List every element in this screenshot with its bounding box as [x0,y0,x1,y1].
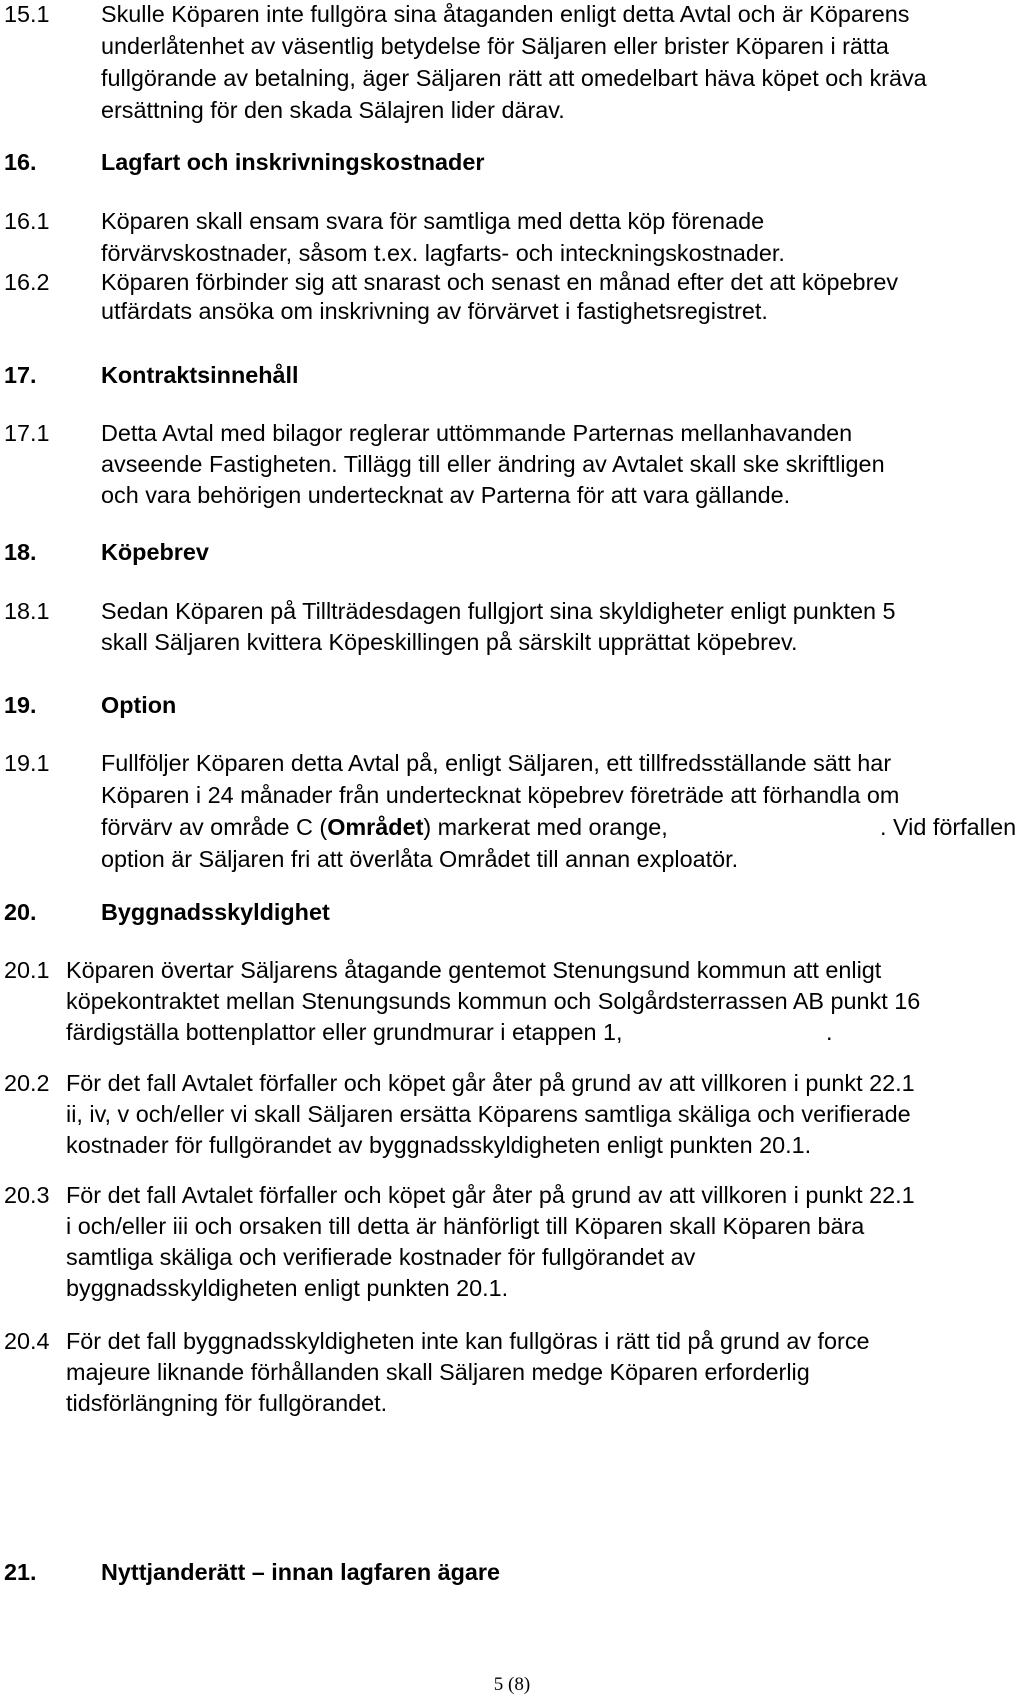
clause-text: köpekontraktet mellan Stenungsunds kommun och Solgårdsterrassen AB punkt 16 [66,988,921,1014]
clause-text: och vara behörigen undertecknat av Parterna för att vara gällande. [101,482,791,508]
clause-text: Köparen förbinder sig att snarast och senast en månad efter det att köpebrev [101,269,899,295]
section-title: Option [101,692,177,718]
defined-term: Området [327,814,424,840]
section-title: Nyttjanderätt – innan lagfaren ägare [101,1559,501,1585]
section-number: 18. [4,539,37,565]
clause-text: förvärvskostnader, såsom t.ex. lagfarts- och inteckningskostnader. [101,240,785,266]
clause-text: underlåtenhet av väsentlig betydelse för Säljaren eller brister Köparen i rätta [101,33,889,59]
clause-text: För det fall Avtalet förfaller och köpet går åter på grund av att villkoren i punkt 22.1 [66,1070,915,1096]
section-number: 17. [4,362,37,388]
clause-text-part: färdigställa bottenplattor eller grundmurar i etappen 1, [66,1019,623,1045]
clause-text-part: förvärv av område C ( [101,814,328,840]
clause-text: För det fall byggnadsskyldigheten inte kan fullgöras i rätt tid på grund av force [66,1328,870,1354]
clause-text-tail: . Vid förfallen [880,814,1017,840]
clause-text [66,1018,623,1046]
clause-text: Köparen i 24 månader från undertecknat köpebrev företräde att förhandla om [101,782,900,808]
section-title: Byggnadsskyldighet [101,899,330,925]
clause-number: 20.3 [4,1182,50,1208]
clause-text: tidsförlängning för fullgörandet. [66,1390,388,1416]
section-title: Kontraktsinnehåll [101,362,299,388]
section-number: 21. [4,1559,37,1585]
clause-text: Detta Avtal med bilagor reglerar uttömmande Parternas mellanhavanden [101,420,853,446]
clause-text: Köparen övertar Säljarens åtagande gentemot Stenungsund kommun att enligt [66,957,882,983]
clause-text-tail: . [826,1019,833,1045]
clause-text: kostnader för fullgörandet av byggnadsskyldigheten enligt punkten 20.1. [66,1132,812,1158]
clause-number: 16.2 [4,269,50,295]
section-number: 16. [4,149,37,175]
clause-text: ersättning för den skada Sälajren lider därav. [101,97,565,123]
clause-text: ii, iv, v och/eller vi skall Säljaren ersätta Köparens samtliga skäliga och verifierade [66,1101,911,1127]
clause-text: skall Säljaren kvittera Köpeskillingen på särskilt upprättat köpebrev. [101,629,798,655]
clause-number: 17.1 [4,420,50,446]
clause-text: byggnadsskyldigheten enligt punkten 20.1. [66,1275,509,1301]
clause-text: samtliga skäliga och verifierade kostnader för fullgörandet av [66,1244,696,1270]
clause-text: option är Säljaren fri att överlåta Området till annan exploatör. [101,846,739,872]
section-title: Lagfart och inskrivningskostnader [101,149,485,175]
clause-number: 18.1 [4,598,50,624]
clause-text: fullgörande av betalning, äger Säljaren rätt att omedelbart häva köpet och kräva [101,65,927,91]
clause-text: utfärdats ansöka om inskrivning av förvärvet i fastighetsregistret. [101,298,768,324]
section-number: 20. [4,899,37,925]
clause-number: 15.1 [4,1,50,27]
clause-text: i och/eller iii och orsaken till detta är hänförligt till Köparen skall Köparen bära [66,1213,865,1239]
section-number: 19. [4,692,37,718]
section-title: Köpebrev [101,539,209,565]
clause-text: Fullföljer Köparen detta Avtal på, enligt Säljaren, ett tillfredsställande sätt har [101,750,892,776]
clause-text: För det fall Avtalet förfaller och köpet går åter på grund av att villkoren i punkt 22.1 [66,1182,915,1208]
clause-number: 20.1 [4,957,50,983]
clause-text: Sedan Köparen på Tillträdesdagen fullgjort sina skyldigheter enligt punkten 5 [101,598,896,624]
clause-text: avseende Fastigheten. Tillägg till eller ändring av Avtalet skall ske skriftligen [101,451,885,477]
clause-number: 19.1 [4,750,50,776]
clause-number: 20.2 [4,1070,50,1096]
clause-number: 20.4 [4,1328,50,1354]
clause-text [101,813,668,841]
clause-text: Köparen skall ensam svara för samtliga med detta köp förenade [101,208,765,234]
clause-text: Skulle Köparen inte fullgöra sina åtaganden enligt detta Avtal och är Köparens [101,1,910,27]
clause-number: 16.1 [4,208,50,234]
clause-text: majeure liknande förhållanden skall Säljaren medge Köparen erforderlig [66,1359,810,1385]
clause-text-part: ) markerat med orange, [423,814,668,840]
page-number: 5 (8) [493,1674,531,1695]
